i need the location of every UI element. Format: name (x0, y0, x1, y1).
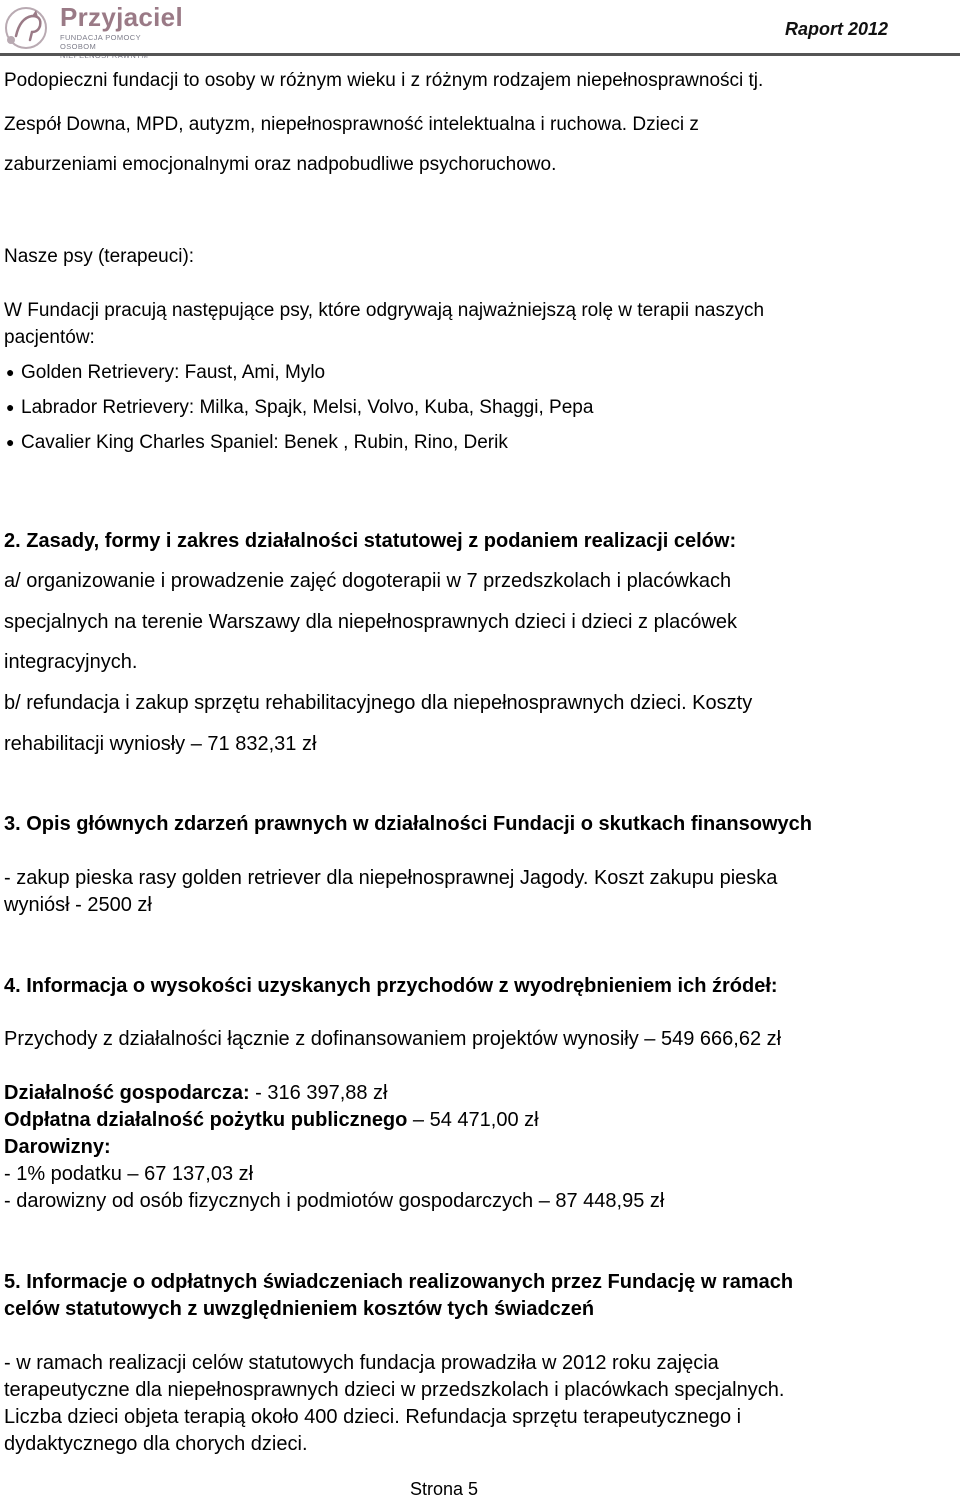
section-5-line-4: dydaktycznego dla chorych dzieci. (4, 1433, 308, 1455)
business-activity-label: Działalność gospodarcza: (4, 1082, 250, 1104)
donations-label: Darowizny: (4, 1136, 111, 1158)
dogs-item-labrador: Labrador Retrievery: Milka, Spajk, Melsi, Volvo, Kuba, Shaggi, Pepa (21, 397, 594, 418)
section-5-heading-1: 5. Informacje o odpłatnych świadczeniach realizowanych przez Fundację w ramach (4, 1271, 794, 1293)
bullet-icon: ● (6, 399, 15, 415)
business-activity-row (4, 1082, 388, 1105)
income-total: Przychody z działalności łącznie z dofinansowaniem projektów wynosiły – 549 666,62 zł (4, 1028, 782, 1050)
section-5-line-1: - w ramach realizacji celów statutowych fundacja prowadziła w 2012 roku zajęcia (4, 1352, 719, 1374)
intro-line-2: Zespół Downa, MPD, autyzm, niepełnosprawność intelektualna i ruchowa. Dzieci z (4, 114, 699, 135)
section-3-line-2: wyniósł - 2500 zł (4, 894, 152, 916)
donation-tax: - 1% podatku – 67 137,03 zł (4, 1163, 254, 1185)
paid-activity-value: – 54 471,00 zł (407, 1109, 539, 1131)
dogs-item-golden: Golden Retrievery: Faust, Ami, Mylo (21, 362, 326, 383)
section-2-heading: 2. Zasady, formy i zakres działalności statutowej z podaniem realizacji celów: (4, 530, 737, 552)
dogs-line-2: pacjentów: (4, 327, 95, 348)
donation-private: - darowizny od osób fizycznych i podmiotów gospodarczych – 87 448,95 zł (4, 1190, 665, 1212)
logo-tagline-1: FUNDACJA POMOCY (60, 33, 142, 42)
foundation-logo (2, 2, 183, 52)
intro-line-1: Podopieczni fundacji to osoby w różnym wieku i z różnym rodzajem niepełnosprawności tj. (4, 70, 764, 91)
header-divider (0, 53, 960, 56)
section-2-line-4: b/ refundacja i zakup sprzętu rehabilitacyjnego dla niepełnosprawnych dzieci. Koszty (4, 692, 753, 714)
paid-activity-row (4, 1109, 539, 1132)
page-number: Strona 5 (410, 1479, 479, 1499)
section-4-heading: 4. Informacja o wysokości uzyskanych przychodów z wyodrębnieniem ich źródeł: (4, 975, 778, 997)
section-2-line-2: specjalnych na terenie Warszawy dla niepełnosprawnych dzieci i dzieci z placówek (4, 611, 737, 633)
logo-name: Przyjaciel (60, 2, 183, 32)
report-title: Raport 2012 (784, 19, 888, 39)
dogs-line-1: W Fundacji pracują następujące psy, które odgrywają najważniejszą rolę w terapii naszych (4, 300, 765, 321)
bullet-icon: ● (6, 434, 15, 450)
section-2-line-3: integracyjnych. (4, 651, 138, 673)
dogs-heading: Nasze psy (terapeuci): (4, 246, 195, 267)
paid-activity-label: Odpłatna działalność pożytku publicznego (4, 1109, 408, 1131)
bullet-icon: ● (6, 364, 15, 380)
section-3-heading: 3. Opis głównych zdarzeń prawnych w działalności Fundacji o skutkach finansowych (4, 813, 812, 835)
business-activity-value: - 316 397,88 zł (249, 1082, 388, 1104)
section-2-line-5: rehabilitacji wyniosły – 71 832,31 zł (4, 733, 317, 755)
logo-emblem-icon (2, 2, 58, 52)
section-5-line-3: Liczba dzieci objeta terapią około 400 dzieci. Refundacja sprzętu terapeutycznego i (4, 1406, 742, 1428)
section-2-line-1: a/ organizowanie i prowadzenie zajęć dogoterapii w 7 przedszkolach i placówkach (4, 570, 732, 592)
section-5-line-2: terapeutyczne dla niepełnosprawnych dzieci w przedszkolach i placówkach specjalnych. (4, 1379, 785, 1401)
dogs-item-cavalier: Cavalier King Charles Spaniel: Benek , Rubin, Rino, Derik (21, 432, 508, 453)
section-3-line-1: - zakup pieska rasy golden retriever dla niepełnosprawnej Jagody. Koszt zakupu pieska (4, 867, 778, 889)
section-5-heading-2: celów statutowych z uwzględnieniem kosztów tych świadczeń (4, 1298, 595, 1320)
intro-line-3: zaburzeniami emocjonalnymi oraz nadpobudliwe psychoruchowo. (4, 154, 557, 175)
logo-tagline-2: OSOBOM (60, 42, 97, 51)
